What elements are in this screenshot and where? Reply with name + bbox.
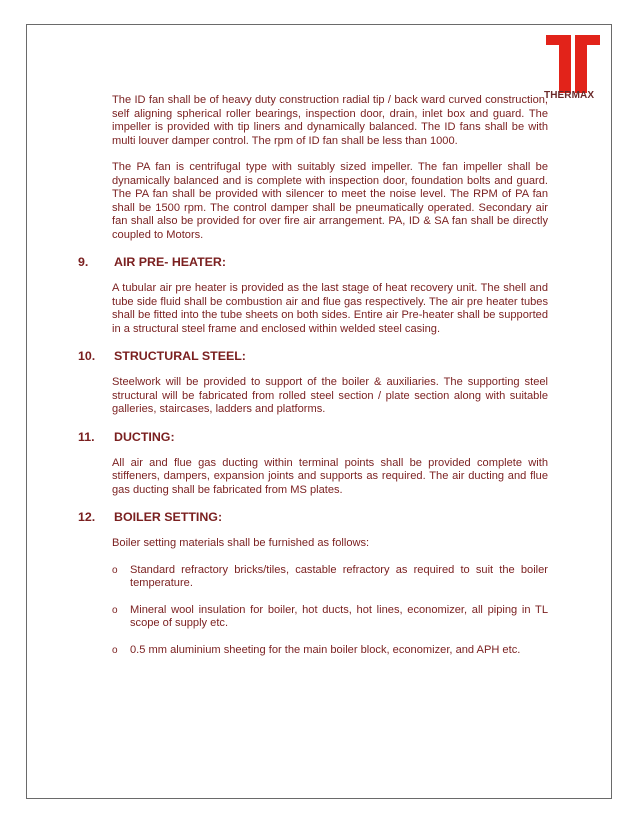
section-11-paragraph: All air and flue gas ducting within terminal points shall be provided complete with stiffeners, dampers, expansion joints and supports as required. The air ducting and flue gas ducting shall be fabricated from MS plates. — [112, 456, 548, 496]
bullet-text: Mineral wool insulation for boiler, hot ducts, hot lines, economizer, all piping in TL scope of supply etc. — [130, 603, 548, 629]
section-heading-10 — [78, 349, 548, 363]
section-10-paragraph: Steelwork will be provided to support of the boiler & auxiliaries. The supporting steel structural will be fabricated from rolled steel section / plate section along with suitable galleries, staircases, ladders and platforms. — [112, 376, 548, 415]
bullet-text: 0.5 mm aluminium sheeting for the main boiler block, economizer, and APH etc. — [130, 643, 521, 656]
section-heading-9 — [78, 255, 548, 269]
section-number: 10. — [78, 349, 96, 363]
section-9-paragraph: A tubular air pre heater is provided as the last stage of heat recovery unit. The shell and tube side fluid shall be combustion air and flue gas respectively. The air pre heater tubes shall be fitted into the tube sheets on both sides. Entire air Pre-heater shall be supported in a structural steel frame and enclosed within welded steel casing. — [112, 282, 548, 335]
list-item — [112, 564, 548, 591]
section-title: DUCTING: — [114, 429, 175, 444]
pa-fan-paragraph: The PA fan is centrifugal type with suitably sized impeller. The fan impeller shall be dynamically balanced and is complete with inspection door, foundation bolts and guard. The PA fan shall be provided with silencer to meet the noise level. The RPM of PA fan shall be 1500 rpm. The control damper shall be pneumatically operated. Secondary air fan shall also be provided for over fire air arrangement. PA, ID & SA fan shall be directly coupled to Motors. — [112, 161, 548, 241]
section-heading-12 — [78, 510, 548, 524]
section-heading-11 — [78, 430, 548, 444]
document-body — [78, 94, 548, 657]
logo-text: THERMAX — [544, 90, 595, 101]
id-fan-paragraph: The ID fan shall be of heavy duty construction radial tip / back ward curved construction, self aligning spherical roller bearings, inspection door, drain, inlet box and guard. The impeller is provided with tip liners and dynamically balanced. The ID fans shall be with multi louver damper control. The rpm of ID fan shall be less than 1000. — [112, 94, 548, 147]
section-number: 9. — [78, 255, 89, 269]
list-item — [112, 644, 548, 658]
section-12-paragraph: Boiler setting materials shall be furnished as follows: — [112, 537, 370, 549]
section-title: BOILER SETTING: — [114, 510, 223, 524]
section-title: STRUCTURAL STEEL: — [114, 349, 246, 363]
bullet-text: Standard refractory bricks/tiles, castable refractory as required to suit the boiler temperature. — [130, 563, 548, 589]
thermax-logo-icon — [542, 33, 604, 95]
bullet-icon: o — [112, 564, 118, 576]
bullet-icon: o — [112, 604, 118, 616]
list-item — [112, 604, 548, 631]
section-number: 12. — [78, 510, 96, 524]
section-number: 11. — [78, 429, 95, 444]
section-title: AIR PRE- HEATER: — [114, 255, 226, 269]
bullet-icon: o — [112, 644, 118, 656]
